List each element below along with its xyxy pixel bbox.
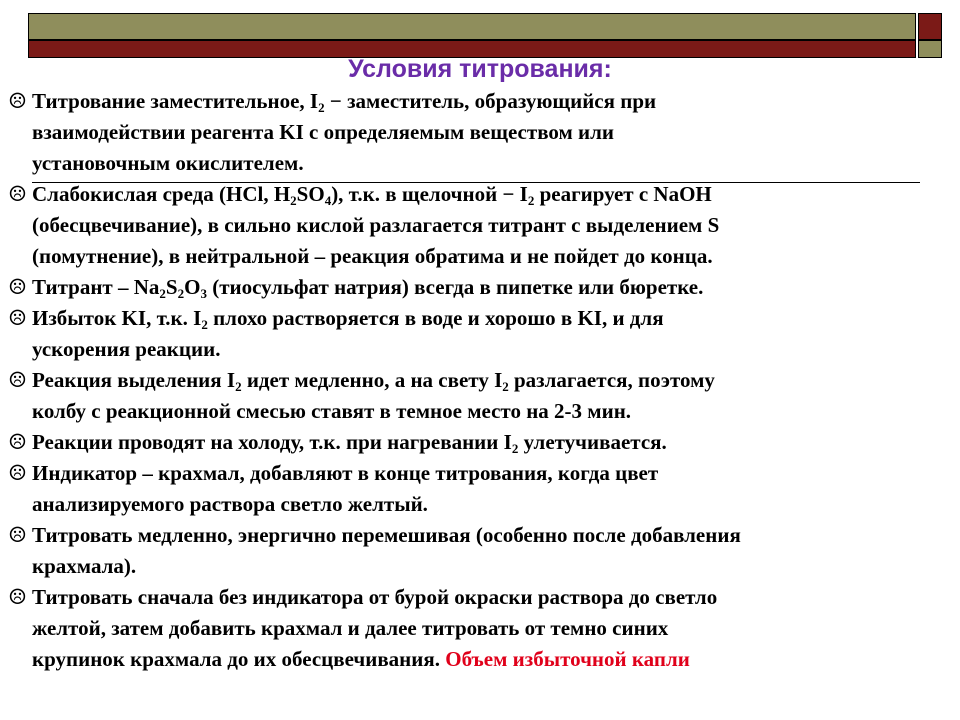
- text-segment: ), т.к. в щелочной − I: [331, 182, 528, 206]
- text-segment: Титровать сначала без индикатора от бурой окраски раствора до светло: [32, 585, 718, 609]
- bullet-item: [8, 427, 948, 458]
- bullet-item: [8, 458, 948, 520]
- corner-square-maroon: [918, 13, 942, 40]
- bullet-text-line: [32, 334, 948, 365]
- subscript: 2: [527, 193, 535, 208]
- text-segment: желтой, затем добавить крахмал и далее титровать от темно синих: [32, 616, 669, 640]
- subscript: 4: [324, 193, 332, 208]
- text-segment: (обесцвечивание), в сильно кислой разлагается титрант с выделением S: [32, 213, 720, 237]
- bullet-text-line: [32, 427, 948, 458]
- header-bar-olive: [28, 13, 916, 40]
- subscript: 2: [318, 100, 325, 115]
- text-segment: Избыток KI, т.к. I: [32, 306, 202, 330]
- bullet-text-line: [32, 520, 948, 551]
- frown-bullet-icon: ☹: [8, 523, 27, 547]
- subscript: 2: [159, 286, 166, 301]
- frown-bullet-icon: ☹: [8, 89, 27, 113]
- text-segment: анализируемого раствора светло желтый.: [32, 492, 428, 516]
- bullet-text-line: [32, 489, 948, 520]
- text-segment: установочным окислителем.: [32, 151, 304, 175]
- bullet-item: [8, 582, 948, 675]
- bullet-text-line: [32, 241, 948, 272]
- frown-bullet-icon: ☹: [8, 430, 27, 454]
- text-segment: реагирует с NaOH: [534, 182, 712, 206]
- bullet-text-line: [32, 179, 948, 210]
- highlight-text: Объем избыточной капли: [445, 647, 690, 671]
- text-segment: Слабокислая среда (HCl, H: [32, 182, 291, 206]
- text-segment: улетучивается.: [518, 430, 667, 454]
- text-segment: разлагается, поэтому: [508, 368, 715, 392]
- frown-bullet-icon: ☹: [8, 585, 27, 609]
- text-segment: колбу с реакционной смесью ставят в темное место на 2-3 мин.: [32, 399, 632, 423]
- subscript: 3: [200, 286, 207, 301]
- bullet-text-line: [32, 613, 948, 644]
- text-segment: − заместитель, образующийся при: [324, 89, 657, 113]
- bullet-text-line: [32, 644, 948, 675]
- bullet-text-line: [32, 303, 948, 334]
- text-segment: плохо растворяется в воде и хорошо в KI, и для: [207, 306, 664, 330]
- bullet-text-line: [32, 210, 948, 241]
- subscript: 2: [177, 286, 185, 301]
- text-segment: взаимодействии реагента KI с определяемым веществом или: [32, 120, 615, 144]
- frown-bullet-icon: ☹: [8, 368, 27, 392]
- text-segment: крупинок крахмала до их обесцвечивания.: [32, 647, 446, 671]
- text-segment: Индикатор – крахмал, добавляют в конце титрования, когда цвет: [32, 461, 659, 485]
- frown-bullet-icon: ☹: [8, 461, 27, 485]
- bullet-item: [8, 179, 948, 272]
- text-segment: Реакция выделения I: [32, 368, 236, 392]
- bullet-text-line: [32, 365, 948, 396]
- subscript: 2: [502, 379, 509, 394]
- text-segment: Титрование заместительное, I: [32, 89, 319, 113]
- text-segment: SO: [296, 182, 325, 206]
- bullet-text-line: [32, 582, 948, 613]
- bullet-item: [8, 86, 948, 179]
- subscript: 2: [290, 193, 297, 208]
- bullet-text-line: [32, 272, 948, 303]
- bullet-text-line: [32, 551, 948, 582]
- text-segment: крахмала).: [32, 554, 137, 578]
- bullet-text-line: [32, 86, 948, 117]
- bullet-text-line: [32, 117, 948, 148]
- slide-title: Условия титрования:: [348, 55, 612, 83]
- bullet-list: [8, 86, 948, 675]
- text-segment: S: [165, 275, 178, 299]
- text-segment: Титровать медленно, энергично перемешивая (особенно после добавления: [32, 523, 741, 547]
- text-segment: Реакции проводят на холоду, т.к. при нагревании I: [32, 430, 512, 454]
- text-segment: (помутнение), в нейтральной – реакция обратима и не пойдет до конца.: [32, 244, 713, 268]
- bullet-text-line: [32, 396, 948, 427]
- text-segment: идет медленно, а на свету I: [241, 368, 503, 392]
- bullet-item: [8, 272, 948, 303]
- frown-bullet-icon: ☹: [8, 182, 27, 206]
- bullet-text-line: [32, 458, 948, 489]
- frown-bullet-icon: ☹: [8, 275, 27, 299]
- text-segment: O: [184, 275, 201, 299]
- bullet-item: [8, 365, 948, 427]
- text-segment: Титрант – Na: [32, 275, 160, 299]
- bullet-text-line: [32, 148, 948, 179]
- subscript: 2: [235, 379, 242, 394]
- subscript: 2: [511, 441, 519, 456]
- frown-bullet-icon: ☹: [8, 306, 27, 330]
- bullet-item: [8, 520, 948, 582]
- bullet-item: [8, 303, 948, 365]
- text-segment: (тиосульфат натрия) всегда в пипетке или бюретке.: [206, 275, 704, 299]
- subscript: 2: [201, 317, 208, 332]
- text-segment: ускорения реакции.: [32, 337, 221, 361]
